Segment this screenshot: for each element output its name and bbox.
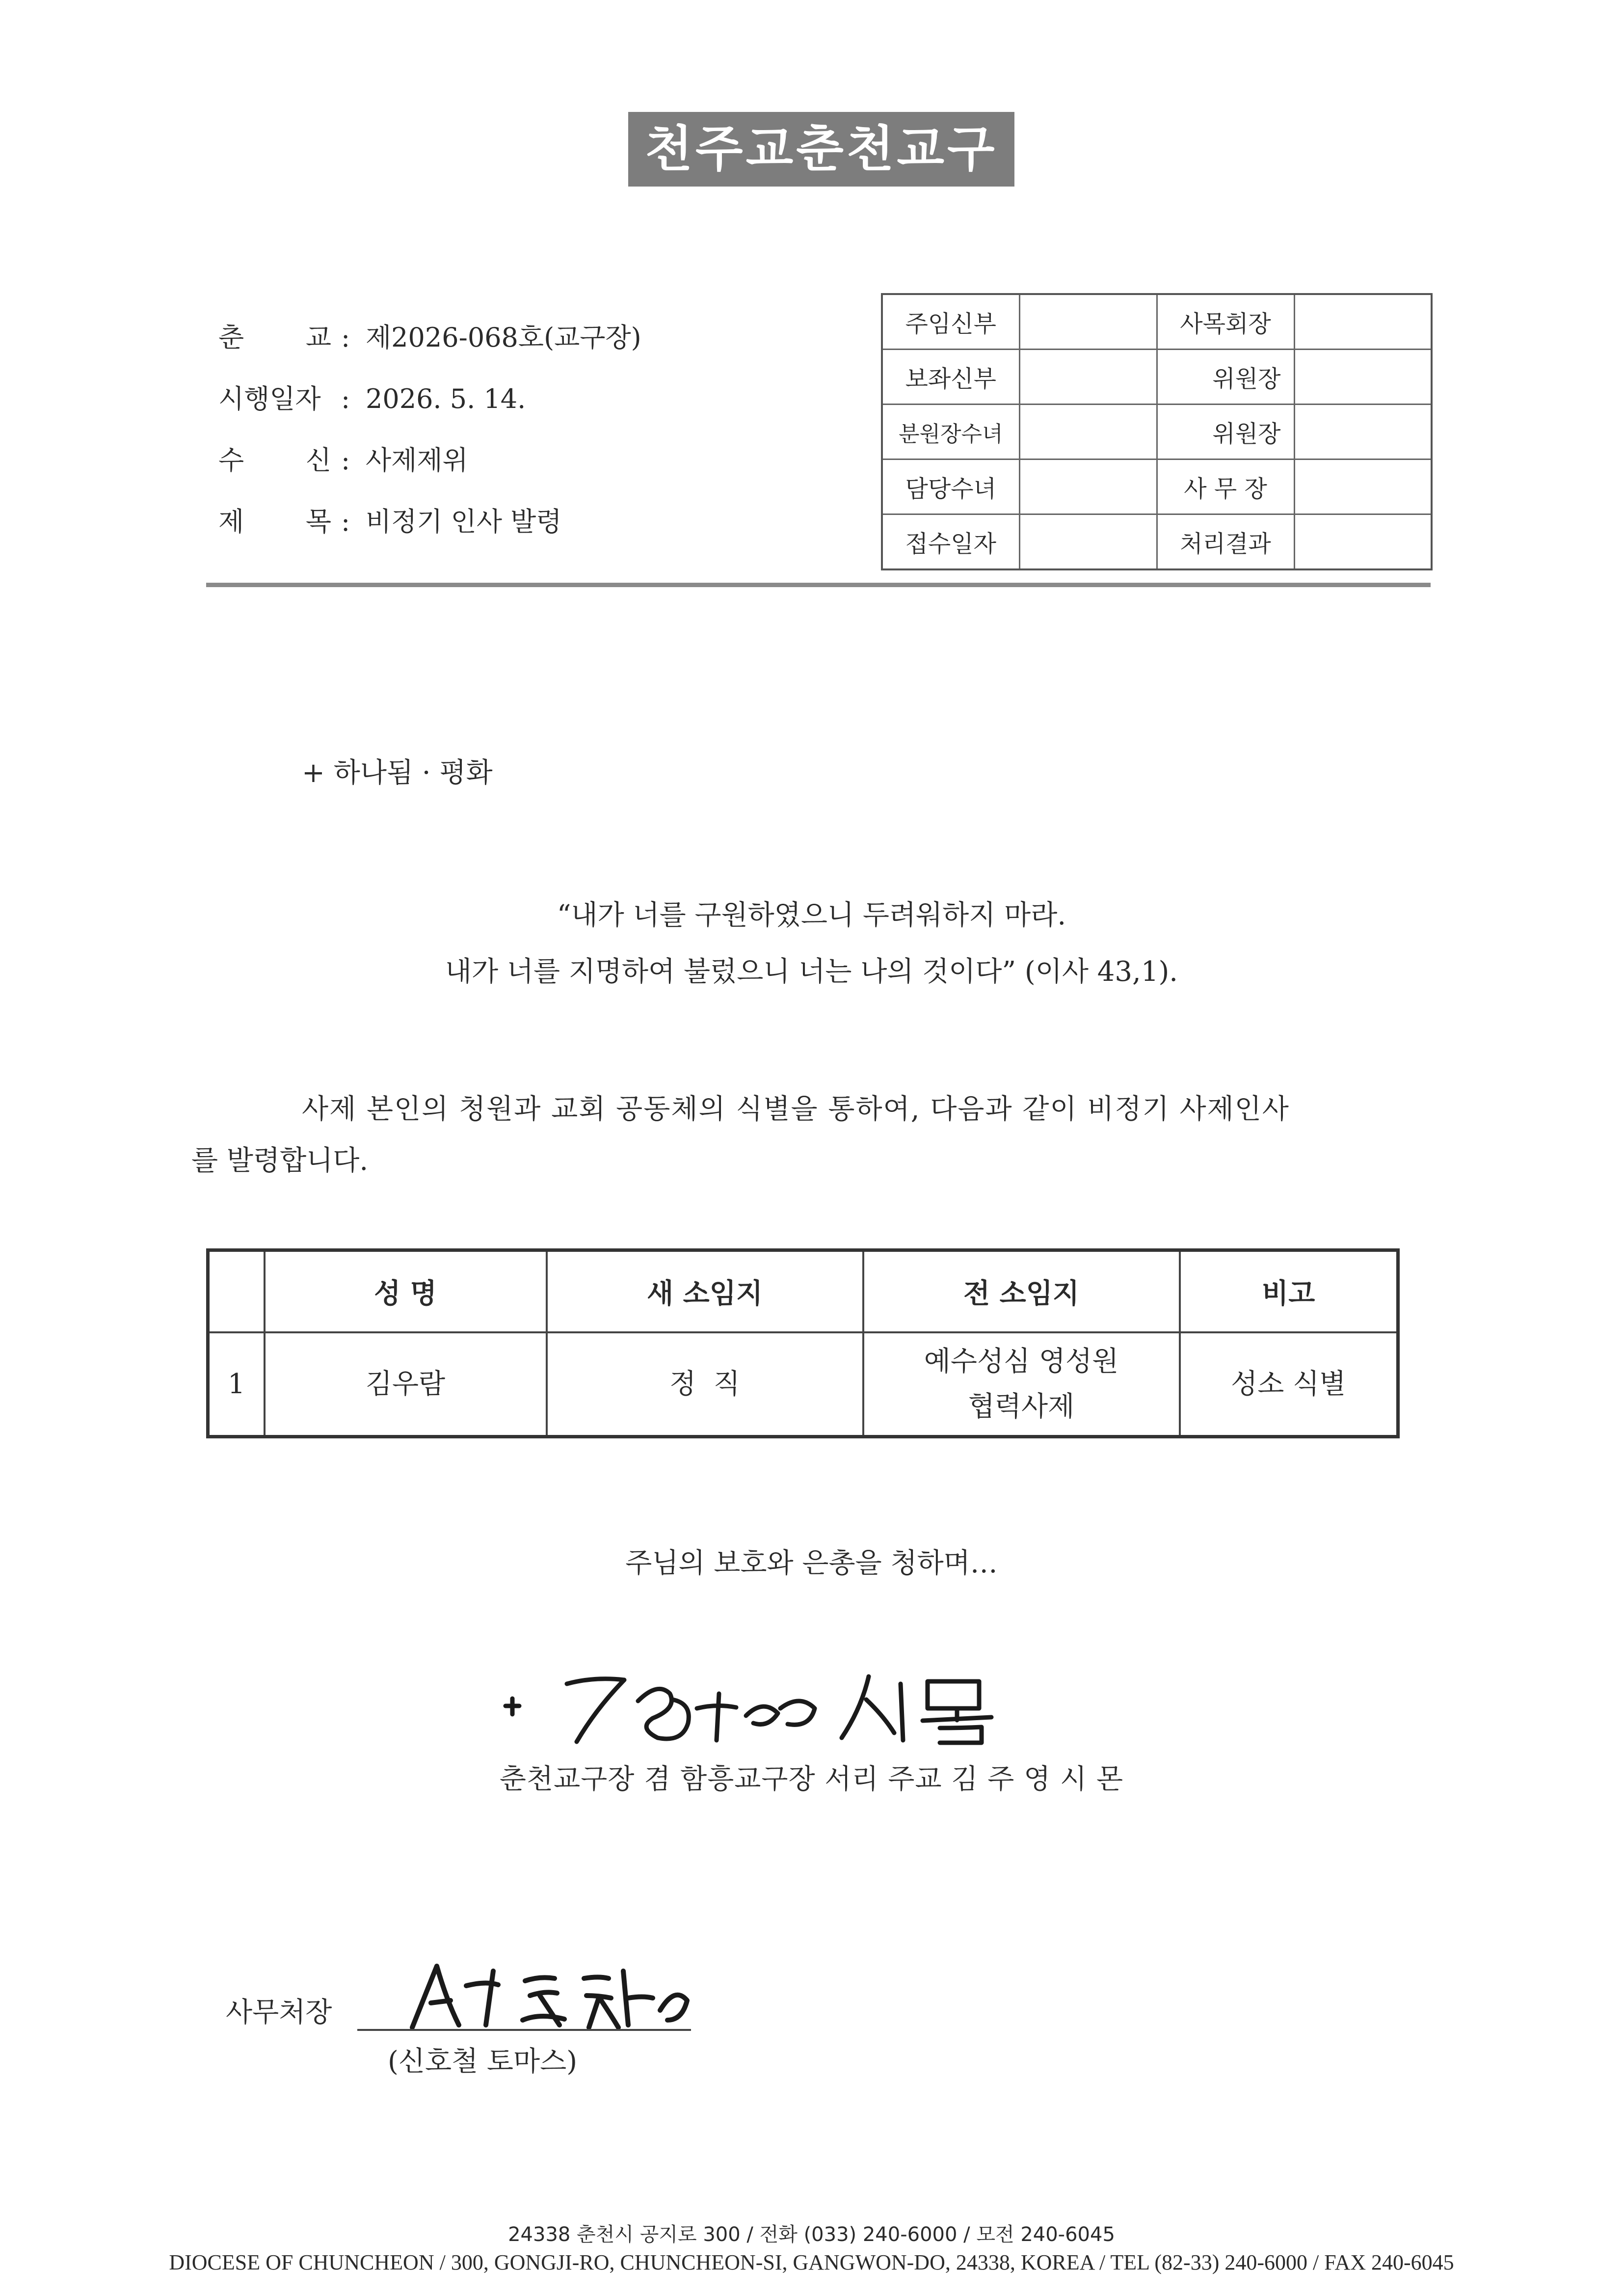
routing-blank	[1294, 294, 1432, 350]
doc-no-label-b: 교	[305, 322, 331, 353]
subject-row	[218, 501, 561, 539]
routing-label: 사 무 장	[1157, 459, 1294, 514]
routing-row	[882, 514, 1432, 570]
footer-korean-address: 24338 춘천시 공지로 300 / 전화 (033) 240-6000 / 모전 240-6045	[508, 2223, 1115, 2246]
routing-label: 분원장수녀	[882, 405, 1019, 459]
separator: :	[341, 383, 350, 414]
routing-label: 주임신부	[882, 294, 1019, 350]
doc-no-label-a: 춘	[218, 322, 244, 353]
routing-label: 보좌신부	[882, 350, 1019, 405]
scripture-line-2: 내가 너를 지명하여 불렀으니 너는 나의 것이다” (이사 43,1).	[445, 956, 1178, 988]
subject-label-b: 목	[305, 506, 331, 537]
footer-english-address: DIOCESE OF CHUNCHEON / 300, GONGJI-RO, CHUNCHEON-SI, GANGWON-DO, 24338, KOREA / TEL (82-33) 240-6000 / FAX 240-6045	[169, 2250, 1454, 2274]
appointment-header-row	[208, 1250, 1398, 1333]
routing-blank	[1019, 459, 1157, 514]
header-new-post: 새 소임지	[547, 1250, 863, 1333]
routing-blank	[1019, 294, 1157, 350]
cell-new-post: 정 직	[547, 1332, 863, 1437]
subject: 비정기 인사 발령	[366, 506, 562, 537]
intro-line-1: 사제 본인의 청원과 교회 공동체의 식별을 통하여, 다음과 같이 비정기 사제인사	[302, 1093, 1290, 1125]
header-name: 성 명	[265, 1250, 547, 1333]
issue-date: 2026. 5. 14.	[366, 383, 526, 414]
intro-line-2: 를 발령합니다.	[191, 1145, 369, 1177]
header-prev-post: 전 소임지	[863, 1250, 1180, 1333]
cell-prev-post	[863, 1332, 1180, 1437]
cell-no: 1	[208, 1332, 265, 1437]
cell-name: 김우람	[265, 1332, 547, 1437]
subject-label-a: 제	[218, 506, 244, 537]
bishop-title-line: 춘천교구장 겸 함흥교구장 서리 주교 김 주 영 시 몬	[499, 1763, 1124, 1795]
routing-blank	[1294, 405, 1432, 459]
table-row	[208, 1332, 1398, 1437]
issue-date-row	[218, 378, 526, 416]
routing-label: 처리결과	[1157, 514, 1294, 570]
document-number: 제2026-068호(교구장)	[366, 322, 641, 353]
routing-blank	[1294, 459, 1432, 514]
routing-label: 사목회장	[1157, 294, 1294, 350]
recipient-label-a: 수	[218, 445, 244, 476]
routing-row	[882, 459, 1432, 514]
closing-line: 주님의 보호와 은총을 청하며…	[625, 1547, 998, 1579]
routing-blank	[1019, 514, 1157, 570]
routing-stamp-table	[881, 293, 1433, 570]
routing-row	[882, 405, 1432, 459]
routing-label: 담당수녀	[882, 459, 1019, 514]
routing-label: 위원장	[1157, 405, 1294, 459]
routing-blank	[1294, 514, 1432, 570]
header-note: 비고	[1180, 1250, 1398, 1333]
prev-post-line-2: 협력사제	[968, 1390, 1075, 1423]
routing-label: 접수일자	[882, 514, 1019, 570]
issue-date-label: 시행일자	[218, 383, 321, 414]
cell-note: 성소 식별	[1180, 1332, 1398, 1437]
header-no	[208, 1250, 265, 1333]
recipient-label-b: 신	[305, 445, 331, 476]
greeting: + 하나됨 · 평화	[302, 757, 493, 789]
chancellor-signature	[393, 1951, 707, 2035]
bishop-signature	[496, 1654, 1055, 1748]
chancellor-name: (신호철 토마스)	[388, 2046, 578, 2078]
header-divider	[206, 583, 1431, 587]
routing-blank	[1019, 405, 1157, 459]
recipient-row	[218, 439, 468, 477]
routing-row	[882, 294, 1432, 350]
diocese-letterhead: 천주교춘천교구	[628, 112, 1014, 187]
separator: :	[341, 445, 350, 476]
prev-post-line-1: 예수성심 영성원	[924, 1345, 1119, 1378]
document-number-row	[218, 317, 641, 354]
routing-row	[882, 350, 1432, 405]
chancellor-label: 사무처장	[226, 1997, 332, 2028]
separator: :	[341, 322, 350, 353]
routing-blank	[1019, 350, 1157, 405]
separator: :	[341, 506, 350, 537]
routing-label: 위원장	[1157, 350, 1294, 405]
recipient: 사제제위	[366, 445, 468, 476]
signature-line	[357, 2029, 691, 2031]
appointment-table	[206, 1248, 1400, 1438]
scripture-line-1: “내가 너를 구원하였으니 두려워하지 마라.	[557, 899, 1066, 931]
routing-blank	[1294, 350, 1432, 405]
